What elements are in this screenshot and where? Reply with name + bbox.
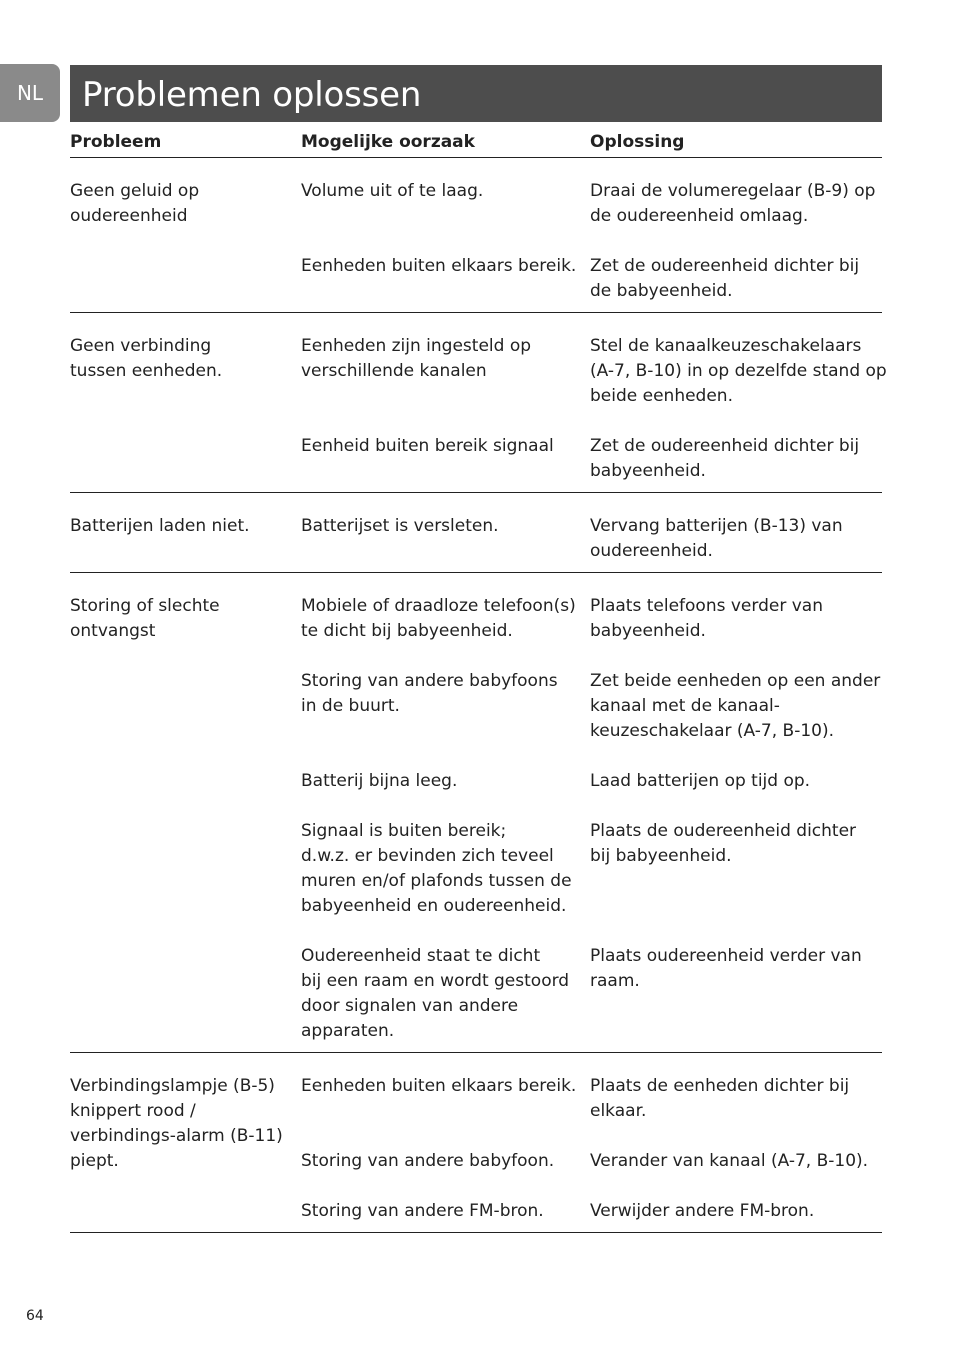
page-title: Problemen oplossen (82, 75, 422, 115)
cause-line: Signaal is buiten bereik; (301, 821, 507, 841)
cause-line: d.w.z. er bevinden zich teveel (301, 846, 554, 866)
problem-group (70, 493, 882, 573)
cause-cell (301, 769, 590, 794)
solution-line: Verander van kanaal (A-7, B-10). (590, 1151, 869, 1171)
solution-cell (590, 1149, 882, 1174)
solution-line: raam. (590, 971, 640, 991)
cause-solution-list (301, 1074, 882, 1224)
problem-group (70, 1053, 882, 1233)
solution-line: Draai de volumeregelaar (B-9) op (590, 181, 876, 201)
cause-line: door signalen van andere (301, 996, 519, 1016)
cause-solution-list (301, 179, 882, 304)
problem-group (70, 573, 882, 1053)
cause-cell (301, 514, 590, 564)
solution-cell (590, 769, 882, 794)
header-problem: Probleem (70, 132, 162, 152)
cause-line: Eenheden buiten elkaars bereik. (301, 256, 577, 276)
cause-line: Eenheden buiten elkaars bereik. (301, 1076, 577, 1096)
solution-cell (590, 1199, 882, 1224)
table-row (301, 669, 882, 744)
table-row (301, 819, 882, 919)
cause-line: babyeenheid en oudereenheid. (301, 896, 567, 916)
cause-line: Storing van andere babyfoons (301, 671, 558, 691)
cause-line: verschillende kanalen (301, 361, 487, 381)
cause-cell (301, 254, 590, 304)
solution-line: beide eenheden. (590, 386, 733, 406)
problem-line: Storing of slechte (70, 596, 220, 616)
problem-line: tussen eenheden. (70, 361, 223, 381)
cause-line: Storing van andere FM-bron. (301, 1201, 544, 1221)
table-row (301, 1199, 882, 1224)
page-number: 64 (26, 1308, 44, 1324)
troubleshooting-table (70, 129, 887, 1233)
cause-solution-list (301, 514, 882, 564)
solution-cell (590, 944, 882, 1044)
solution-cell (590, 334, 887, 409)
cause-line: Mobiele of draadloze telefoon(s) (301, 596, 576, 616)
title-bar (70, 65, 882, 122)
table-header (70, 129, 882, 158)
solution-line: oudereenheid. (590, 541, 713, 561)
table-row (301, 254, 882, 304)
cause-line: in de buurt. (301, 696, 400, 716)
solution-line: elkaar. (590, 1101, 647, 1121)
problem-line: ontvangst (70, 621, 156, 641)
table-row (301, 1074, 882, 1124)
solution-cell (590, 819, 882, 919)
solution-line: keuzeschakelaar (A-7, B-10). (590, 721, 835, 741)
cause-line: Batterijset is versleten. (301, 516, 499, 536)
language-tab: NL (0, 64, 60, 122)
solution-line: de babyeenheid. (590, 281, 733, 301)
solution-cell (590, 1074, 882, 1124)
problem-cell (70, 334, 301, 484)
solution-line: Verwijder andere FM-bron. (590, 1201, 815, 1221)
header-solution: Oplossing (590, 132, 685, 152)
cause-line: bij een raam en wordt gestoord (301, 971, 570, 991)
solution-cell (590, 594, 882, 644)
problem-cell (70, 594, 301, 1044)
problem-line: Geen verbinding (70, 336, 212, 356)
cause-cell (301, 1199, 590, 1224)
solution-line: Zet de oudereenheid dichter bij (590, 256, 860, 276)
problem-line: knippert rood / (70, 1101, 196, 1121)
problem-cell (70, 514, 301, 564)
solution-line: Zet beide eenheden op een ander (590, 671, 881, 691)
solution-line: Laad batterijen op tijd op. (590, 771, 811, 791)
solution-line: kanaal met de kanaal- (590, 696, 780, 716)
solution-line: Plaats telefoons verder van (590, 596, 823, 616)
table-row (301, 944, 882, 1044)
table-row (301, 594, 882, 644)
table-body (70, 158, 887, 1233)
problem-group (70, 313, 887, 493)
solution-line: Vervang batterijen (B-13) van (590, 516, 843, 536)
cause-line: Eenheid buiten bereik signaal (301, 436, 554, 456)
cause-line: te dicht bij babyeenheid. (301, 621, 513, 641)
problem-group (70, 158, 882, 313)
solution-line: (A-7, B-10) in op dezelfde stand op (590, 361, 887, 381)
cause-cell (301, 1149, 590, 1174)
solution-cell (590, 669, 882, 744)
cause-cell (301, 434, 590, 484)
cause-line: muren en/of plafonds tussen de (301, 871, 572, 891)
table-row (301, 769, 882, 794)
problem-line: verbindings-alarm (B-11) (70, 1126, 283, 1146)
solution-cell (590, 434, 882, 484)
solution-cell (590, 514, 882, 564)
cause-cell (301, 594, 590, 644)
cause-cell (301, 819, 590, 919)
table-row (301, 334, 887, 409)
header-cause: Mogelijke oorzaak (301, 132, 475, 152)
problem-cell (70, 179, 301, 304)
solution-line: Zet de oudereenheid dichter bij (590, 436, 860, 456)
cause-line: Eenheden zijn ingesteld op (301, 336, 532, 356)
solution-line: babyeenheid. (590, 461, 706, 481)
solution-cell (590, 254, 882, 304)
solution-line: bij babyeenheid. (590, 846, 732, 866)
table-row (301, 1149, 882, 1174)
solution-line: de oudereenheid omlaag. (590, 206, 809, 226)
cause-cell (301, 334, 590, 409)
cause-cell (301, 1074, 590, 1124)
problem-line: piept. (70, 1151, 119, 1171)
cause-line: Batterij bijna leeg. (301, 771, 458, 791)
solution-line: babyeenheid. (590, 621, 706, 641)
problem-line: Geen geluid op (70, 181, 200, 201)
problem-line: Batterijen laden niet. (70, 516, 250, 536)
solution-cell (590, 179, 882, 229)
solution-line: Stel de kanaalkeuzeschakelaars (590, 336, 862, 356)
cause-solution-list (301, 594, 882, 1044)
table-row (301, 514, 882, 564)
problem-cell (70, 1074, 301, 1224)
cause-line: Storing van andere babyfoon. (301, 1151, 555, 1171)
problem-line: oudereenheid (70, 206, 188, 226)
cause-line: apparaten. (301, 1021, 395, 1041)
solution-line: Plaats de eenheden dichter bij (590, 1076, 850, 1096)
table-row (301, 179, 882, 229)
cause-line: Volume uit of te laag. (301, 181, 484, 201)
solution-line: Plaats oudereenheid verder van (590, 946, 862, 966)
cause-cell (301, 179, 590, 229)
cause-line: Oudereenheid staat te dicht (301, 946, 541, 966)
table-row (301, 434, 882, 484)
solution-line: Plaats de oudereenheid dichter (590, 821, 857, 841)
cause-cell (301, 669, 590, 744)
problem-line: Verbindingslampje (B-5) (70, 1076, 275, 1096)
cause-cell (301, 944, 590, 1044)
cause-solution-list (301, 334, 887, 484)
